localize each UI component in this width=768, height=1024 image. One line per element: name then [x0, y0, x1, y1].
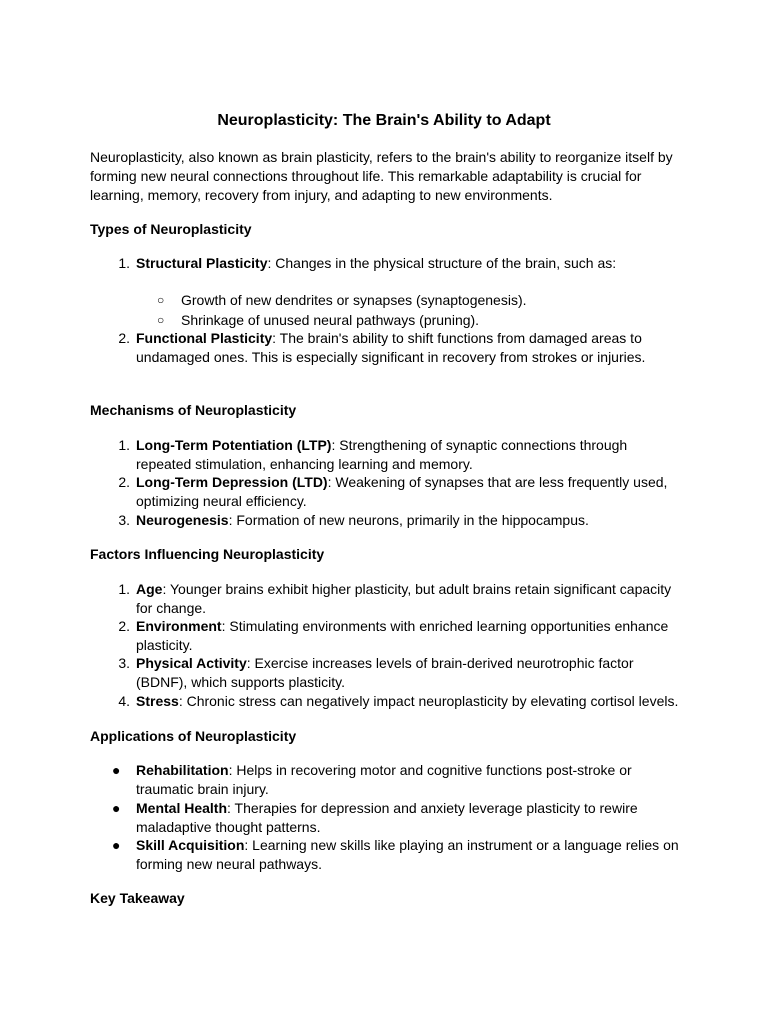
item-text: : The brain's ability to shift functions from damaged areas to undamaged ones. This is especially significant in recovery from strokes or injuries. [136, 330, 646, 365]
item-text: : Weakening of synapses that are less frequently used, optimizing neural efficiency. [136, 474, 668, 509]
list-item-skill-acquisition [112, 836, 681, 874]
item-term: Long-Term Depression (LTD) [136, 474, 328, 490]
item-term: Long-Term Potentiation (LTP) [136, 437, 332, 453]
sub-item-pruning [157, 311, 681, 330]
list-marker: 3. [118, 512, 130, 528]
item-term: Environment [136, 618, 222, 634]
list-marker: 2. [118, 330, 130, 346]
item-term: Structural Plasticity [136, 255, 268, 271]
list-item-ltp [118, 436, 681, 474]
heading-key-takeaway: Key Takeaway [90, 890, 185, 906]
item-text: : Chronic stress can negatively impact neuroplasticity by elevating cortisol levels. [178, 693, 679, 709]
list-item-neurogenesis [118, 511, 681, 530]
list-marker: 3. [118, 655, 130, 671]
item-term: Mental Health [136, 800, 228, 816]
circle-bullet-icon: ○ [157, 293, 165, 307]
list-marker: 2. [118, 618, 130, 634]
bullet-icon: ● [112, 837, 121, 853]
list-item-ltd [118, 473, 681, 511]
sub-item-synaptogenesis [157, 291, 681, 310]
item-text: : Younger brains exhibit higher plasticity, but adult brains retain significant capacity for change. [136, 581, 672, 616]
list-marker: 1. [118, 437, 130, 453]
item-term: Physical Activity [136, 655, 247, 671]
list-item-rehabilitation [112, 761, 681, 799]
sub-item-text: Growth of new dendrites or synapses (synaptogenesis). [181, 292, 527, 308]
item-term: Neurogenesis [136, 512, 229, 528]
bullet-icon: ● [112, 800, 121, 816]
list-item-age [118, 580, 681, 618]
list-marker: 4. [118, 693, 130, 709]
item-text: : Learning new skills like playing an instrument or a language relies on forming new neural pathways. [136, 837, 679, 872]
list-marker: 2. [118, 474, 130, 490]
list-item-environment [118, 617, 681, 655]
list-item-functional-plasticity [118, 329, 681, 367]
list-marker: 1. [118, 581, 130, 597]
heading-applications: Applications of Neuroplasticity [90, 728, 297, 744]
list-item-structural-plasticity [118, 254, 681, 273]
item-text: : Changes in the physical structure of the brain, such as: [267, 255, 617, 271]
item-text: : Stimulating environments with enriched learning opportunities enhance plasticity. [136, 618, 669, 653]
item-text: : Helps in recovering motor and cognitive functions post-stroke or traumatic brain injury. [136, 762, 632, 797]
heading-types: Types of Neuroplasticity [90, 221, 252, 237]
sub-item-text: Shrinkage of unused neural pathways (pruning). [181, 312, 480, 328]
list-item-mental-health [112, 799, 681, 837]
item-term: Rehabilitation [136, 762, 229, 778]
item-term: Age [136, 581, 163, 597]
heading-factors: Factors Influencing Neuroplasticity [90, 546, 325, 562]
document-title: Neuroplasticity: The Brain's Ability to Adapt [217, 112, 551, 129]
item-term: Skill Acquisition [136, 837, 245, 853]
heading-mechanisms: Mechanisms of Neuroplasticity [90, 402, 297, 418]
item-text: : Exercise increases levels of brain-derived neurotrophic factor (BDNF), which supports plasticity. [136, 655, 634, 690]
list-item-stress [118, 692, 681, 711]
item-term: Stress [136, 693, 179, 709]
circle-bullet-icon: ○ [157, 313, 165, 327]
intro-paragraph: Neuroplasticity, also known as brain plasticity, refers to the brain's ability to reorganize itself by forming new neural connections throughout life. This remarkable adaptability is crucial for learning, memory, recovery from injury, and adapting to new environments. [90, 149, 673, 203]
list-item-physical-activity [118, 654, 681, 692]
item-text: : Therapies for depression and anxiety leverage plasticity to rewire maladaptive thought patterns. [136, 800, 638, 835]
list-marker: 1. [118, 255, 130, 271]
item-text: : Strengthening of synaptic connections through repeated stimulation, enhancing learning and memory. [136, 437, 628, 472]
bullet-icon: ● [112, 762, 121, 778]
item-term: Functional Plasticity [136, 330, 273, 346]
item-text: : Formation of new neurons, primarily in the hippocampus. [228, 512, 589, 528]
